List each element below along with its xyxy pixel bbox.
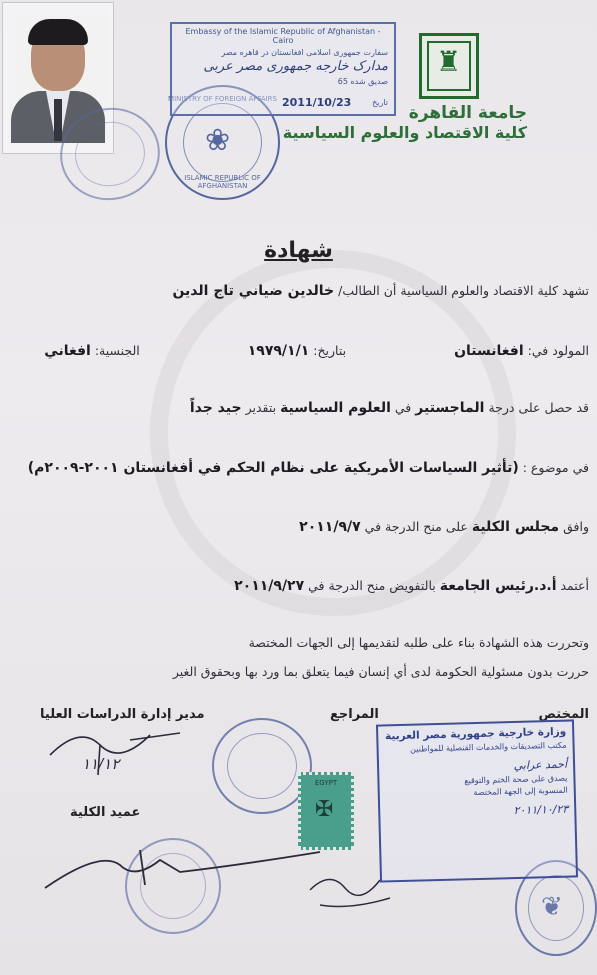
eagle-icon: ❦ [541, 892, 563, 922]
eagle-icon: ✠ [315, 797, 334, 822]
degree-line: قد حصل على درجة الماجستير في العلوم السياسية بتقدير جيد جداً [189, 400, 589, 416]
certificate-title: شهادة [264, 238, 333, 263]
topic-line: في موضوع : (تأثير السياسات الأمريكية على نظام الحكم في أفغانستان ٢٠٠١-٢٠٠٩م) [27, 460, 589, 476]
handwritten-date: ١١/١٢ [82, 755, 120, 773]
dean-label: عميد الكلية [70, 805, 141, 820]
ratification-line: أعتمد أ.د.رئيس الجامعة بالتفويض منح الدرجة في ٢٠١١/٩/٢٧ [234, 578, 589, 594]
ministry-seal: MINISTRY OF FOREIGN AFFAIRS ISLAMIC REPUBLIC OF AFGHANISTAN ❀ [165, 85, 280, 200]
dean-signature [40, 830, 330, 900]
liability-line: حررت بدون مسئولية الحكومة لدى أي إنسان فيما يتعلق بما ورد بها وبحقوق الغير [172, 664, 589, 679]
competent-label: المختص [538, 707, 589, 722]
certificate-line-1: تشهد كلية الاقتصاد والعلوم السياسية أن الطالب/ خالدين ضياني تاج الدين [172, 283, 589, 299]
birth-line: المولود في: افغانستان بتاريخ: ١٩٧٩/١/١ الجنسية: افغاني [44, 343, 589, 359]
cairo-university-logo: ♜ [419, 33, 479, 99]
faculty-name: كلية الاقتصاد والعلوم السياسية [282, 123, 527, 143]
approval-line: وافق مجلس الكلية على منح الدرجة في ٢٠١١/٩/٧ [299, 519, 589, 535]
grad-director-label: مدير إدارة الدراسات العليا [40, 707, 205, 722]
egypt-mofa-stamp: وزارة خارجية جمهورية مصر العربية مكتب التصديقات والخدمات القنصلية للمواطنين أحمد عرابي يصدق على صحة الختم والتوقيع المنسوبة إلى الجهة المختصة ٢٠١١/١٠/٢٣ [376, 719, 578, 882]
emblem-icon: ❀ [205, 123, 231, 158]
revenue-stamp: EGYPT ✠ [298, 772, 354, 850]
round-seal-center [212, 718, 312, 814]
faculty-watermark [150, 250, 516, 616]
embassy-stamp: Embassy of the Islamic Republic of Afghanistan - Cairo سفارت جمهوری اسلامی افغانستان در قاهره مصر مدارک خارجه جمهوری مصر عربی صدیق شده 65 2011/10/23 تاریخ [170, 22, 396, 116]
grad-director-signature [40, 715, 190, 785]
university-name-block [283, 103, 527, 143]
university-name: جامعة القاهرة [408, 103, 527, 123]
issued-line: وتحررت هذه الشهادة بناء على طلبه لتقديمها إلى الجهات المختصة [248, 635, 589, 650]
student-name: خالدين ضياني تاج الدين [172, 283, 335, 299]
reviewer-label: المراجع [330, 707, 379, 722]
